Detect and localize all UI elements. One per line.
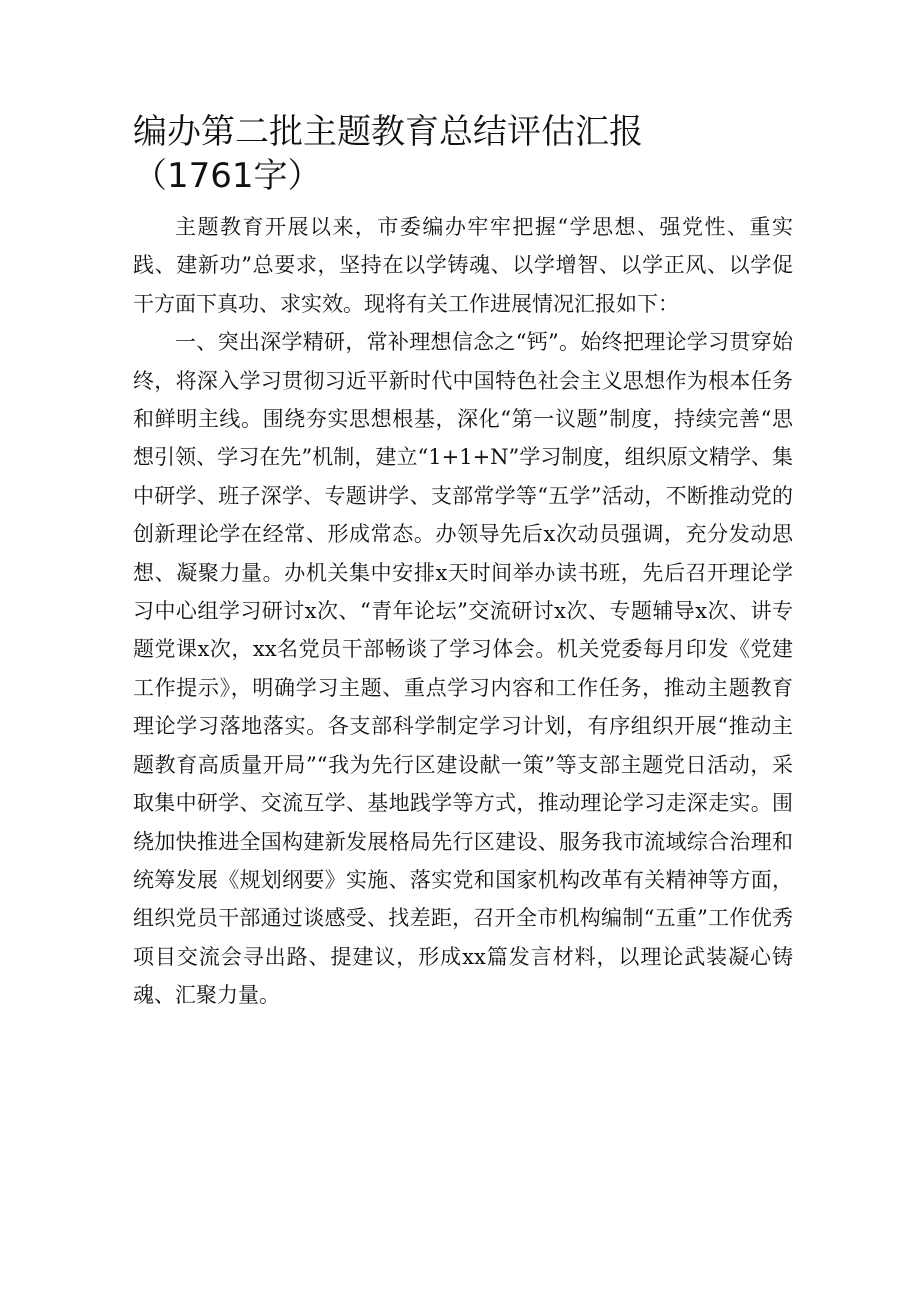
document-body	[133, 208, 793, 1015]
document-title: 编办第二批主题教育总结评估汇报（1761字）	[133, 112, 643, 196]
paragraph-section-one: 一、突出深学精研，常补理想信念之“钙”。始终把理论学习贯穿始终，将深入学习贯彻习近平新时代中国特色社会主义思想作为根本任务和鲜明主线。围绕夯实思想根基，深化“第一议题”制度，持续完善“思想引领、学习在先”机制，建立“1+1+N”学习制度，组织原文精学、集中研学、班子深学、专题讲学、支部常学等“五学”活动，不断推动党的创新理论学在经常、形成常态。办领导先后x次动员强调，充分发动思想、凝聚力量。办机关集中安排x天时间举办读书班，先后召开理论学习中心组学习研讨x次、“青年论坛”交流研讨x次、专题辅导x次、讲专题党课x次，xx名党员干部畅谈了学习体会。机关党委每月印发《党建工作提示》，明确学习主题、重点学习内容和工作任务，推动主题教育理论学习落地落实。各支部科学制定学习计划，有序组织开展“推动主题教育高质量开局”“我为先行区建设献一策”等支部主题党日活动，采取集中研学、交流互学、基地践学等方式，推动理论学习走深走实。围绕加快推进全国构建新发展格局先行区建设、服务我市流域综合治理和统筹发展《规划纲要》实施、落实党和国家机构改革有关精神等方面，组织党员干部通过谈感受、找差距，召开全市机构编制“五重”工作优秀项目交流会寻出路、提建议，形成xx篇发言材料，以理论武装凝心铸魂、汇聚力量。	[133, 330, 793, 1008]
paragraph-intro: 主题教育开展以来，市委编办牢牢把握“学思想、强党性、重实践、建新功”总要求，坚持在以学铸魂、以学增智、以学正风、以学促干方面下真功、求实效。现将有关工作进展情况汇报如下：	[133, 215, 793, 316]
